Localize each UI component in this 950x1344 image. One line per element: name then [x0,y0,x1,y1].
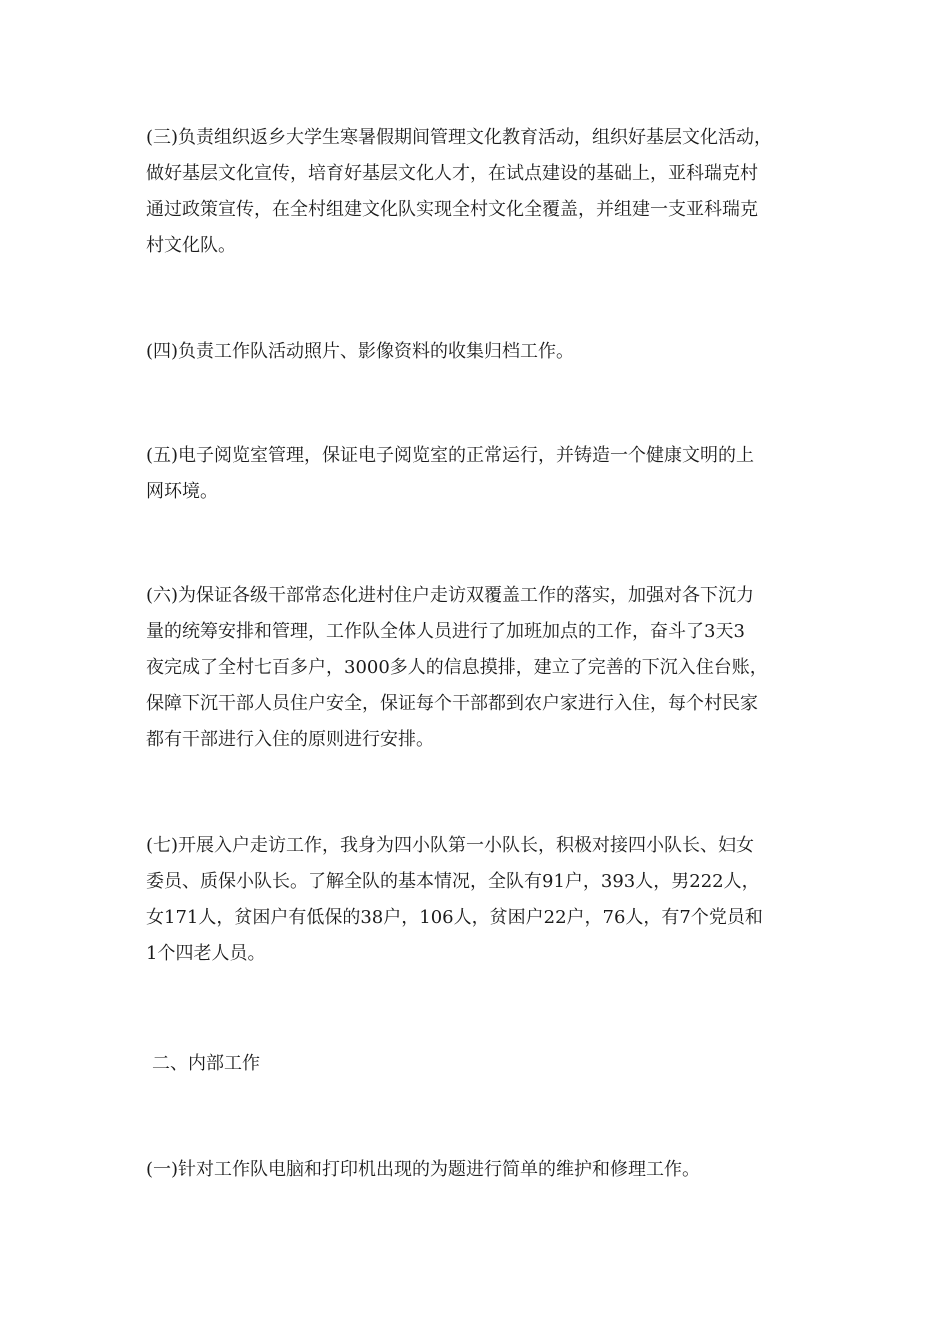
text-line: (三)负责组织返乡大学生寒暑假期间管理文化教育活动，组织好基层文化活动， [146,127,773,148]
text-line: 保障下沉干部人员住户安全，保证每个干部都到农户家进行入住，每个村民家 [146,693,758,714]
text-line: 二、内部工作 [152,1053,260,1074]
text-line: (四)负责工作队活动照片、影像资料的收集归档工作。 [146,341,575,362]
paragraph-cadre-residence [146,578,816,758]
text-line: 通过政策宣传，在全村组建文化队实现全村文化全覆盖，并组建一支亚科瑞克 [146,199,758,220]
section-heading-internal-work [152,1046,822,1082]
text-line: 女171人，贫困户有低保的38户，106人，贫困户22户，76人，有7个党员和 [146,907,763,928]
text-line: 村文化队。 [146,235,236,256]
text-line: (五)电子阅览室管理，保证电子阅览室的正常运行，并铸造一个健康文明的上 [146,445,755,466]
paragraph-equipment-maintenance [146,1152,816,1188]
text-line: 夜完成了全村七百多户，3000多人的信息摸排，建立了完善的下沉入住台账， [146,657,768,678]
paragraph-household-visits [146,828,816,972]
text-line: 都有干部进行入住的原则进行安排。 [146,729,434,750]
text-line: 网环境。 [146,481,218,502]
text-line: 委员、质保小队长。了解全队的基本情况，全队有91户，393人，男222人， [146,871,760,892]
text-line: 量的统筹安排和管理，工作队全体人员进行了加班加点的工作，奋斗了3天3 [146,621,745,642]
paragraph-photo-archive [146,334,816,370]
text-line: (一)针对工作队电脑和打印机出现的为题进行简单的维护和修理工作。 [146,1159,701,1180]
text-line: 1个四老人员。 [146,943,266,964]
paragraph-reading-room [146,438,816,510]
text-line: 做好基层文化宣传，培育好基层文化人才，在试点建设的基础上，亚科瑞克村 [146,163,758,184]
text-line: (六)为保证各级干部常态化进村住户走访双覆盖工作的落实，加强对各下沉力 [146,585,755,606]
paragraph-culture-activities [146,120,816,264]
text-line: (七)开展入户走访工作，我身为四小队第一小队长，积极对接四小队长、妇女 [146,835,755,856]
